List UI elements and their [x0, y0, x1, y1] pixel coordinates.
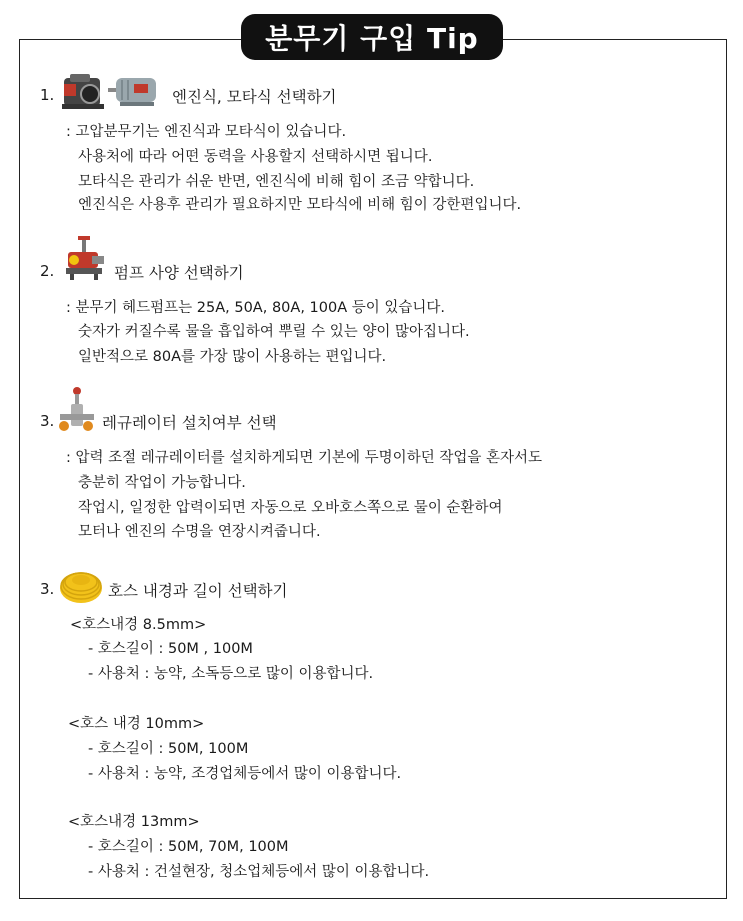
engine-icon — [60, 70, 108, 112]
hose-group-3-length: - 호스길이 : 50M, 70M, 100M — [88, 839, 289, 855]
pump-icon — [62, 236, 108, 282]
section-2-line-2: 숫자가 커질수록 물을 흡입하여 뿌릴 수 있는 양이 많아집니다. — [78, 324, 470, 340]
section-1-line-2: 사용처에 따라 어떤 동력을 사용할지 선택하시면 됩니다. — [78, 149, 433, 165]
section-3-line-4: 모터나 엔진의 수명을 연장시켜줍니다. — [78, 524, 321, 540]
section-2-line-1: : 분무기 헤드펌프는 25A, 50A, 80A, 100A 등이 있습니다. — [66, 300, 445, 316]
page-title: 분무기 구입 Tip — [241, 14, 503, 60]
section-3-line-1: : 압력 조절 레규레이터를 설치하게되면 기본에 두명이하던 작업을 혼자서도 — [66, 450, 542, 466]
section-3-number: 3. — [40, 412, 55, 430]
section-2-heading: 펌프 사양 선택하기 — [114, 264, 244, 282]
hose-group-1-usage: - 사용처 : 농약, 소독등으로 많이 이용합니다. — [88, 666, 374, 682]
hose-reel-icon — [58, 566, 104, 606]
hose-group-2-usage: - 사용처 : 농약, 조경업체등에서 많이 이용합니다. — [88, 766, 402, 782]
section-1-line-3: 모타식은 관리가 쉬운 반면, 엔진식에 비해 힘이 조금 약합니다. — [78, 174, 475, 190]
section-3-line-3: 작업시, 일정한 압력이되면 자동으로 오바호스쪽으로 물이 순환하여 — [78, 500, 503, 516]
hose-group-1-label: <호스내경 8.5mm> — [70, 617, 207, 633]
section-4-number: 3. — [40, 580, 55, 598]
section-1-line-4: 엔진식은 사용후 관리가 필요하지만 모타식에 비해 힘이 강한편입니다. — [78, 197, 522, 213]
hose-group-3-usage: - 사용처 : 건설현장, 청소업체등에서 많이 이용합니다. — [88, 864, 430, 880]
section-1-line-1: : 고압분무기는 엔진식과 모타식이 있습니다. — [66, 124, 347, 140]
section-1-number: 1. — [40, 86, 55, 104]
regulator-icon — [58, 386, 96, 434]
hose-group-3-label: <호스내경 13mm> — [68, 814, 200, 830]
section-3-heading: 레규레이터 설치여부 선택 — [102, 414, 277, 432]
section-3-line-2: 충분히 작업이 가능합니다. — [78, 475, 246, 491]
hose-group-2-length: - 호스길이 : 50M, 100M — [88, 741, 249, 757]
section-4-heading: 호스 내경과 길이 선택하기 — [108, 582, 288, 600]
section-1-heading: 엔진식, 모타식 선택하기 — [172, 88, 337, 106]
section-2-number: 2. — [40, 262, 55, 280]
motor-icon — [108, 72, 162, 110]
hose-group-2-label: <호스 내경 10mm> — [68, 716, 205, 732]
hose-group-1-length: - 호스길이 : 50M , 100M — [88, 641, 253, 657]
section-2-line-3: 일반적으로 80A를 가장 많이 사용하는 편입니다. — [78, 349, 387, 365]
